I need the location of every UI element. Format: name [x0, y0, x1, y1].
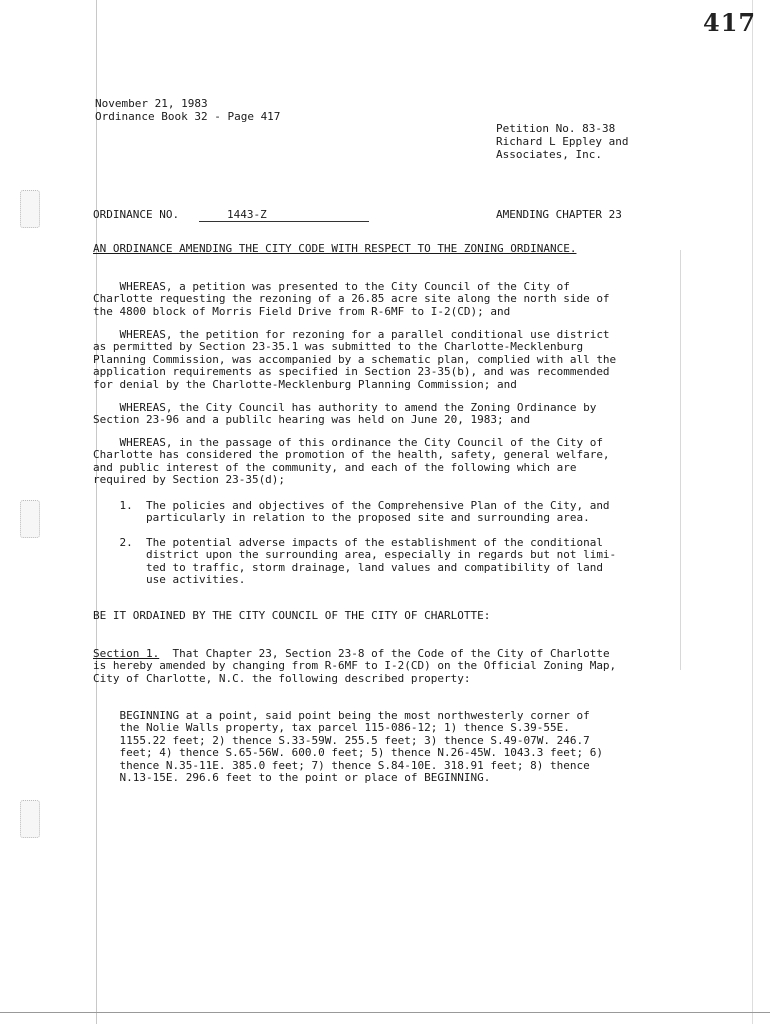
text-line: ted to traffic, storm drainage, land values and compatibility of land: [93, 560, 603, 574]
text-line: Charlotte has considered the promotion of the health, safety, general welfare,: [93, 448, 610, 462]
text-line: feet; 4) thence S.65-56W. 600.0 feet; 5) thence N.26-45W. 1043.3 feet; 6): [93, 746, 603, 760]
text-line: BEGINNING at a point, said point being the most northwesterly corner of: [93, 709, 590, 722]
text-line: and public interest of the community, and each of the following which are: [93, 460, 577, 474]
list-item: [93, 500, 693, 525]
amending-chapter: AMENDING CHAPTER 23: [496, 208, 622, 221]
text-line: N.13-15E. 296.6 feet to the point or place of BEGINNING.: [93, 771, 491, 785]
text-line: That Chapter 23, Section 23-8 of the Code of the City of Charlotte: [159, 647, 610, 660]
ordinance-label: ORDINANCE NO.: [93, 208, 180, 221]
text-line: 2. The potential adverse impacts of the establishment of the conditional: [93, 536, 603, 549]
whereas-paragraph: [93, 329, 693, 391]
text-line: use activities.: [93, 573, 246, 587]
text-line: is hereby amended by changing from R-6MF to I-2(CD) on the Official Zoning Map,: [93, 659, 617, 673]
petition-applicant-cont: Associates, Inc.: [496, 148, 602, 161]
text-line: WHEREAS, the petition for rezoning for a parallel conditional use district: [93, 328, 610, 341]
text-line: Section 23-96 and a publilc hearing was held on June 20, 1983; and: [93, 413, 531, 427]
whereas-paragraph: [93, 281, 693, 318]
header-date: November 21, 1983: [95, 97, 208, 110]
text-line: WHEREAS, the City Council has authority to amend the Zoning Ordinance by: [93, 401, 597, 414]
text-line: WHEREAS, a petition was presented to the City Council of the City of: [93, 280, 570, 293]
text-line: district upon the surrounding area, especially in regards but not limi-: [93, 548, 617, 562]
header-book: Ordinance Book 32 - Page 417: [95, 110, 281, 123]
petition-number: Petition No. 83-38: [496, 122, 616, 135]
text-line: particularly in relation to the proposed site and surrounding area.: [93, 511, 590, 525]
text-line: 1. The policies and objectives of the Comprehensive Plan of the City, and: [93, 499, 610, 512]
text-line: City of Charlotte, N.C. the following described property:: [93, 671, 471, 685]
scan-bottom-line: [0, 1012, 770, 1013]
text-line: the Nolie Walls property, tax parcel 115-086-12; 1) thence S.39-55E.: [93, 721, 570, 735]
property-description: [93, 710, 693, 784]
list-item: [93, 537, 693, 587]
text-line: thence N.35-11E. 385.0 feet; 7) thence S.84-10E. 318.91 feet; 8) thence: [93, 758, 590, 772]
scan-edge-line: [752, 0, 753, 1024]
ordinance-number: 1443-Z: [199, 209, 369, 222]
text-line: application requirements as specified in Section 23-35(b), and was recommended: [93, 365, 610, 379]
binder-hole-top: [20, 190, 40, 228]
text-line: the 4800 block of Morris Field Drive from R-6MF to I-2(CD); and: [93, 304, 511, 318]
text-line: Planning Commission, was accompanied by a schematic plan, complied with all the: [93, 352, 617, 366]
ordained-heading: BE IT ORDAINED BY THE CITY COUNCIL OF THE CITY OF CHARLOTTE:: [93, 609, 491, 622]
section-1-paragraph: [93, 648, 693, 685]
petition-applicant: Richard L Eppley and: [496, 135, 629, 148]
whereas-paragraph: [93, 402, 693, 427]
text-line: Charlotte requesting the rezoning of a 26.85 acre site along the north side of: [93, 292, 610, 306]
binder-hole-bottom: [20, 800, 40, 838]
text-line: 1155.22 feet; 2) thence S.33-59W. 255.5 feet; 3) thence S.49-07W. 246.7: [93, 733, 590, 747]
text-line: required by Section 23-35(d);: [93, 473, 286, 487]
text-line: as permitted by Section 23-35.1 was submitted to the Charlotte-Mecklenburg: [93, 340, 584, 354]
section-1-label: Section 1.: [93, 647, 160, 660]
text-line: for denial by the Charlotte-Mecklenburg Planning Commission; and: [93, 377, 517, 391]
ordinance-title: AN ORDINANCE AMENDING THE CITY CODE WITH RESPECT TO THE ZONING ORDINANCE.: [93, 242, 577, 255]
page-number: 417: [703, 8, 757, 37]
binder-hole-middle: [20, 500, 40, 538]
text-line: WHEREAS, in the passage of this ordinance the City Council of the City of: [93, 436, 603, 449]
whereas-paragraph: [93, 437, 693, 487]
